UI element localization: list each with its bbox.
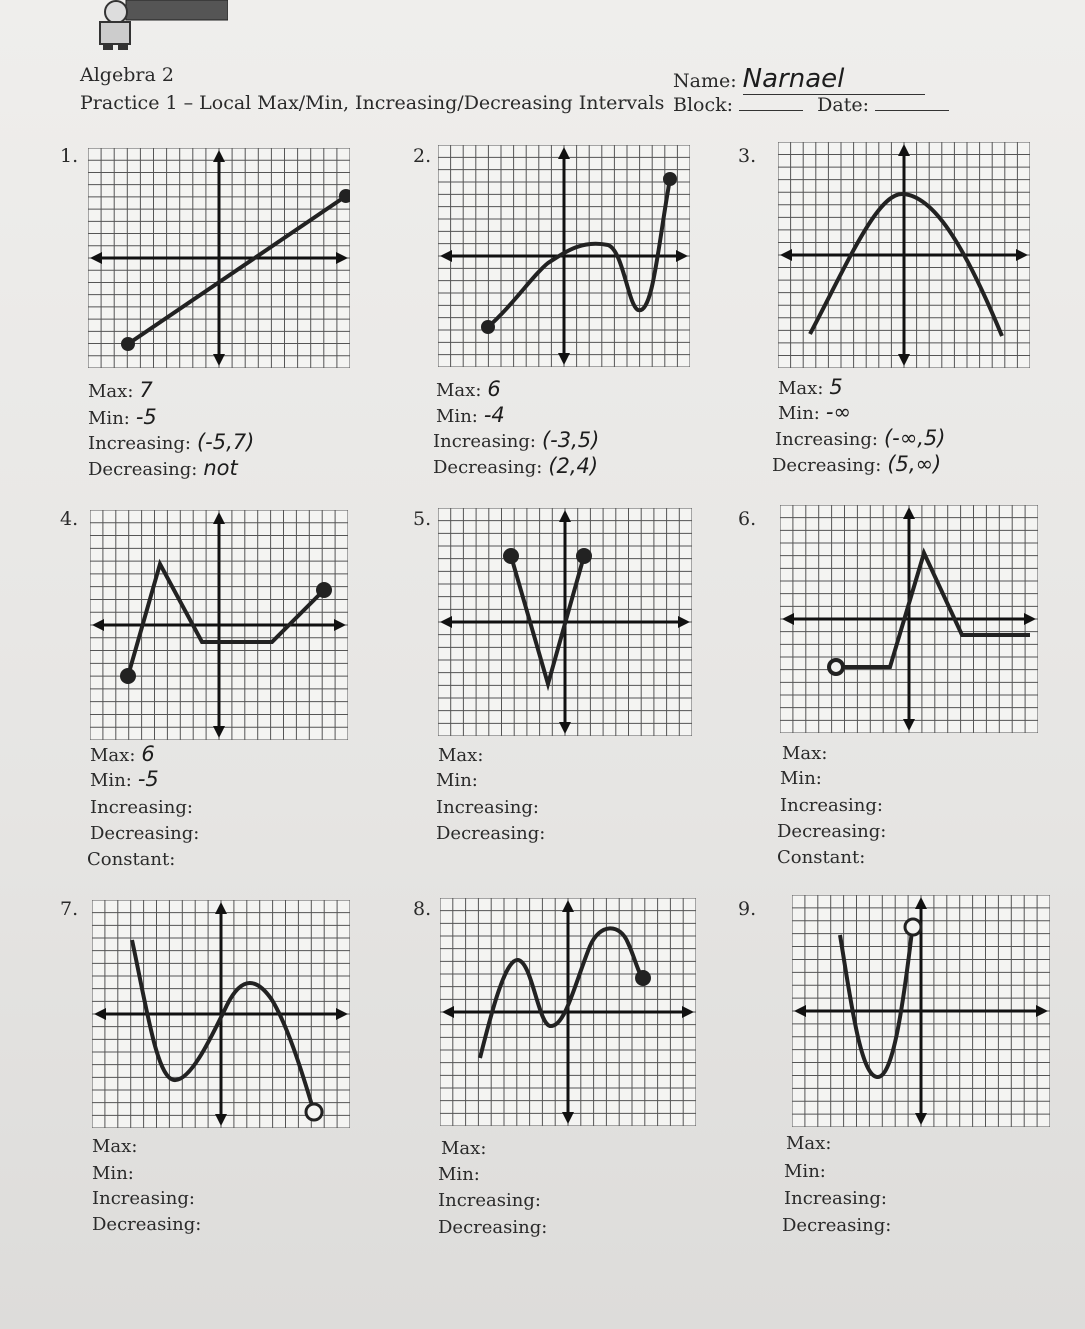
max-label: Max: [782,743,828,764]
increasing-label: Increasing: [433,431,536,452]
graph-8 [440,898,696,1126]
max-answer[interactable]: 7 [139,378,153,402]
decreasing-label: Decreasing: [88,459,198,480]
graph-6 [780,505,1038,733]
function-curve [128,564,324,676]
teacher-cartoon-logo [78,0,228,55]
problem-number: 4. [60,508,79,530]
min-label: Min: [784,1161,826,1182]
problem-number: 5. [413,508,432,530]
increasing-label: Increasing: [90,797,193,818]
max-label: Max: [436,380,482,401]
graph-7 [92,900,350,1128]
closed-endpoint [635,970,651,986]
max-label: Max: [88,381,134,402]
y-axis-arrow-icon [215,902,227,914]
max-answer[interactable]: 6 [141,742,155,766]
open-endpoint [905,919,921,935]
graph-5 [438,508,692,736]
max-label: Max: [90,745,136,766]
increasing-label: Increasing: [784,1188,887,1209]
decreasing-answer[interactable]: (5,∞) [887,452,942,476]
y-axis-arrow-icon [915,897,927,909]
increasing-label: Increasing: [438,1190,541,1211]
max-answer[interactable]: 6 [487,377,501,401]
x-axis-arrow-icon [1036,1005,1048,1017]
x-axis-arrow-icon [780,249,792,261]
min-label: Min: [778,403,820,424]
x-axis-arrow-icon [92,619,104,631]
grid [780,505,1038,733]
y-axis-arrow-icon [559,722,571,734]
decreasing-label: Decreasing: [782,1215,892,1236]
min-label: Min: [90,770,132,791]
open-endpoint [829,660,843,674]
x-axis-arrow-icon [440,250,452,262]
decreasing-label: Decreasing: [777,821,887,842]
min-label: Min: [438,1164,480,1185]
grid [438,145,690,367]
x-axis-arrow-icon [782,613,794,625]
problem-number: 9. [738,898,757,920]
increasing-answer[interactable]: (-5,7) [196,430,255,454]
course-title: Algebra 2 [80,64,174,86]
max-label: Max: [92,1136,138,1157]
y-axis-arrow-icon [903,719,915,731]
decreasing-label: Decreasing: [433,457,543,478]
graph-2 [438,145,690,367]
y-axis-arrow-icon [215,1114,227,1126]
increasing-label: Increasing: [436,797,539,818]
closed-endpoint [576,548,592,564]
grid [440,898,696,1126]
y-axis-arrow-icon [898,354,910,366]
increasing-answer[interactable]: (-∞,5) [883,426,946,450]
decreasing-label: Decreasing: [438,1217,548,1238]
y-axis-arrow-icon [562,1112,574,1124]
min-label: Min: [88,408,130,429]
block-field[interactable] [739,92,803,111]
problem-number: 1. [60,145,79,167]
max-answer[interactable]: 5 [829,375,843,399]
problem-number: 2. [413,145,432,167]
grid [778,142,1030,368]
closed-endpoint [503,548,519,564]
problem-number: 6. [738,508,757,530]
increasing-label: Increasing: [92,1188,195,1209]
name-label: Name: [673,70,737,92]
decreasing-answer[interactable]: (2,4) [548,454,599,478]
x-axis-arrow-icon [794,1005,806,1017]
y-axis-arrow-icon [898,144,910,156]
graph-4 [90,510,348,740]
closed-endpoint [481,320,495,334]
closed-endpoint [121,337,135,351]
date-label: Date: [817,94,869,116]
y-axis-arrow-icon [915,1113,927,1125]
min-label: Min: [436,770,478,791]
worksheet-title: Practice 1 – Local Max/Min, Increasing/Decreasing Intervals [80,92,665,114]
decreasing-label: Decreasing: [90,823,200,844]
closed-endpoint [120,668,136,684]
min-answer[interactable]: -4 [483,403,505,427]
x-axis-arrow-icon [90,252,102,264]
min-label: Min: [92,1163,134,1184]
increasing-label: Increasing: [88,433,191,454]
function-curve [132,940,314,1112]
x-axis-arrow-icon [94,1008,106,1020]
x-axis-arrow-icon [440,616,452,628]
increasing-label: Increasing: [780,795,883,816]
y-axis-arrow-icon [558,147,570,159]
grid [88,148,350,368]
max-label: Max: [441,1138,487,1159]
function-curve [810,194,1002,336]
problem-number: 8. [413,898,432,920]
open-endpoint [306,1104,322,1120]
constant-label: Constant: [87,849,176,870]
constant-label: Constant: [777,847,866,868]
block-label: Block: [673,94,734,116]
graph-9 [792,895,1050,1127]
x-axis-arrow-icon [442,1006,454,1018]
problem-number: 7. [60,898,79,920]
y-axis-arrow-icon [213,354,225,366]
closed-endpoint [316,582,332,598]
increasing-answer[interactable]: (-3,5) [541,428,600,452]
max-label: Max: [778,378,824,399]
function-curve [840,931,912,1077]
min-answer[interactable]: -5 [137,767,159,791]
y-axis-arrow-icon [903,507,915,519]
y-axis-arrow-icon [558,353,570,365]
closed-endpoint [663,172,677,186]
min-answer[interactable]: -5 [135,405,157,429]
min-label: Min: [780,768,822,789]
decreasing-label: Decreasing: [92,1214,202,1235]
y-axis-arrow-icon [559,510,571,522]
x-axis-arrow-icon [678,616,690,628]
function-curve [488,179,670,327]
increasing-label: Increasing: [775,429,878,450]
max-label: Max: [438,745,484,766]
date-field[interactable] [875,92,949,111]
x-axis-arrow-icon [1016,249,1028,261]
function-curve [511,556,584,684]
problem-number: 3. [738,145,757,167]
graph-3 [778,142,1030,368]
decreasing-label: Decreasing: [772,455,882,476]
x-axis-arrow-icon [682,1006,694,1018]
graph-1 [88,148,350,368]
x-axis-arrow-icon [336,1008,348,1020]
name-field[interactable]: Narnael [743,64,925,95]
x-axis-arrow-icon [1024,613,1036,625]
y-axis-arrow-icon [213,512,225,524]
y-axis-arrow-icon [562,900,574,912]
min-label: Min: [436,406,478,427]
min-answer[interactable]: -∞ [825,400,851,424]
x-axis-arrow-icon [676,250,688,262]
max-label: Max: [786,1133,832,1154]
decreasing-label: Decreasing: [436,823,546,844]
decreasing-answer[interactable]: not [203,456,238,480]
y-axis-arrow-icon [213,726,225,738]
x-axis-arrow-icon [336,252,348,264]
grid [90,510,348,740]
y-axis-arrow-icon [213,150,225,162]
x-axis-arrow-icon [334,619,346,631]
